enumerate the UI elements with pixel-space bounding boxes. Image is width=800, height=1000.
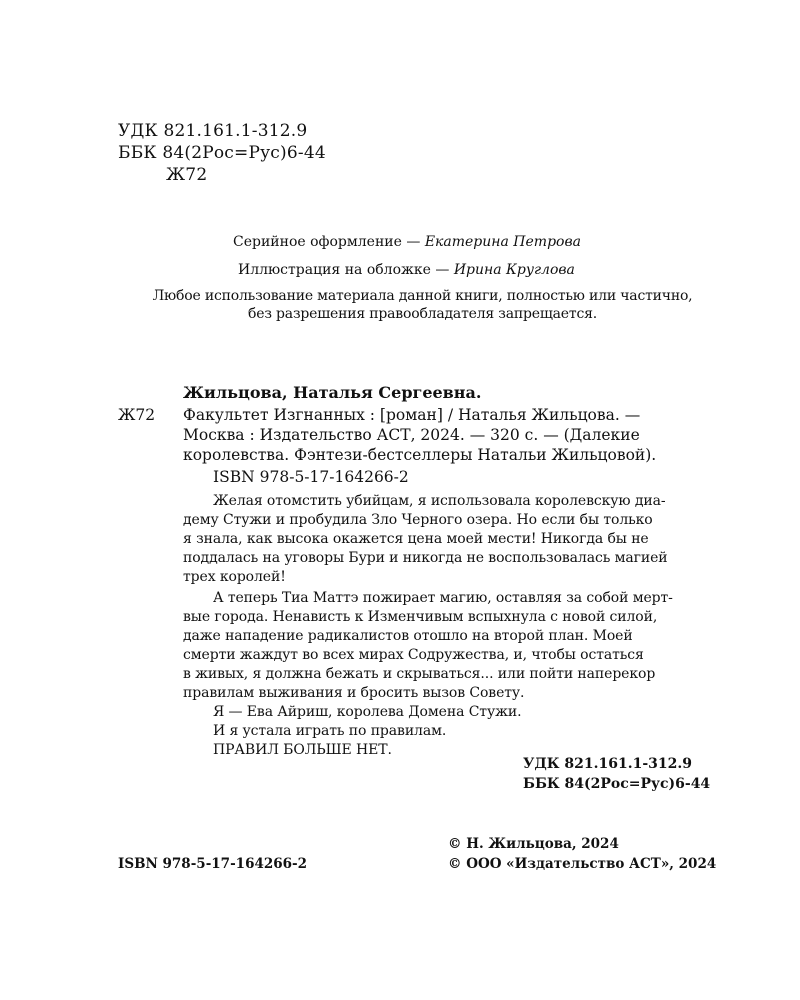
annotation-line: даже нападение радикалистов отошло на второй план. Моей [183,628,633,644]
copyright-author: © Н. Жильцова, 2024 [448,836,619,852]
annotation-line: Я — Ева Айриш, королева Домена Стужи. [213,704,522,720]
annotation-line: И я устала играть по правилам. [213,723,447,739]
bib-series-line: королевства. Фэнтези-бестселлеры Натальи Жильцовой). [183,446,657,464]
bib-publisher-line: Москва : Издательство АСТ, 2024. — 320 с. — (Далекие [183,426,640,444]
series-design-credit [233,233,581,251]
bib-author: Жильцова, Наталья Сергеевна. [183,383,482,402]
bib-author-mark: Ж72 [118,406,156,424]
annotation-line: я знала, как высока окажется цена моей мести! Никогда бы не [183,531,649,547]
annotation-line: смерти жаждут во всех мирах Содружества, и, чтобы остаться [183,647,644,663]
bib-title-line: Факультет Изгнанных : [роман] / Наталья Жильцова. — [183,406,641,424]
footer-isbn: ISBN 978-5-17-164266-2 [118,856,308,872]
annotation-line: поддалась на уговоры Бури и никогда не воспользовалась магией [183,550,668,566]
series-design-name: Екатерина Петрова [424,234,581,250]
bbk-code-bottom: ББК 84(2Рос=Рус)6-44 [523,776,711,792]
annotation-line: правилам выживания и бросить вызов Совету. [183,685,525,701]
annotation-line: трех королей! [183,569,286,585]
author-mark: Ж72 [166,165,208,185]
annotation-line: ПРАВИЛ БОЛЬШЕ НЕТ. [213,742,392,758]
cover-illustration-label: Иллюстрация на обложке — [238,262,454,278]
udk-code-bottom: УДК 821.161.1-312.9 [523,756,693,772]
annotation-line: Желая отомстить убийцам, я использовала королевскую диа- [213,493,666,509]
annotation-line: А теперь Тиа Маттэ пожирает магию, оставляя за собой мерт- [213,590,673,606]
bib-isbn: ISBN 978-5-17-164266-2 [213,468,409,486]
cover-illustration-credit [238,261,575,279]
udk-code: УДК 821.161.1-312.9 [118,121,308,141]
annotation-line: дему Стужи и пробудила Зло Черного озера. Но если бы только [183,512,653,528]
copyright-notice: Любое использование материала данной книги, полностью или частично, без разрешения правообладателя запрещается. [152,288,693,322]
series-design-label: Серийное оформление — [233,234,425,250]
bbk-code: ББК 84(2Рос=Рус)6-44 [118,143,326,163]
annotation-line: вые города. Ненависть к Изменчивым вспыхнула с новой силой, [183,609,658,625]
cover-illustration-name: Ирина Круглова [453,262,575,278]
copyright-publisher: © ООО «Издательство АСТ», 2024 [448,856,717,872]
annotation-line: в живых, я должна бежать и скрываться... или пойти наперекор [183,666,656,682]
